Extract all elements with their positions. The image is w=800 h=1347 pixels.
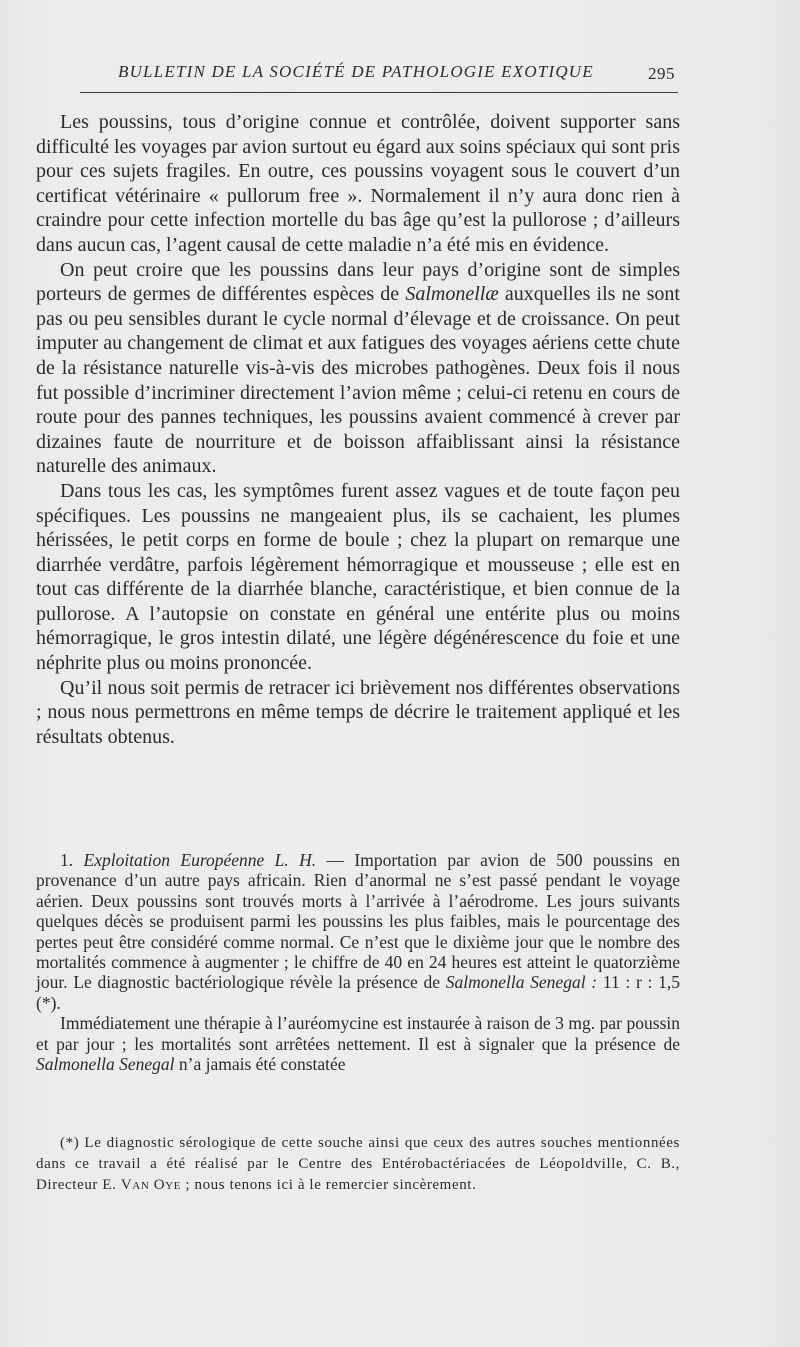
main-text <box>36 110 680 749</box>
paragraph-2-part-2: auxquelles ils ne sont pas ou peu sensibles durant le cycle normal d’élevage et de croissance. On peut imputer au changement de climat et aux fatigues des voyages aériens cette chute de la résistance naturelle vis-à-vis des microbes pathogènes. Deux fois il nous fut possible d’incriminer directement l’avion même ; celui-ci retenu en cours de route pour des pannes techniques, les poussins avaient commencé à crever par dizaines faute de nourriture et de boisson affaiblissant ainsi la résistance naturelle des animaux. <box>36 283 680 478</box>
case-observations <box>36 850 680 1074</box>
header-rule <box>80 92 678 93</box>
case-1-number: 1. <box>60 850 74 870</box>
running-header: BULLETIN DE LA SOCIÉTÉ DE PATHOLOGIE EXOTIQUE <box>118 62 594 81</box>
case-1-species: Salmonella Senegal : <box>445 972 598 993</box>
footnote-text-1: Le diagnostic sérologique de cette souche ainsi que ceux des autres souches mentionnées dans ce travail a été réalisé par le Centre des Entérobactériacées de Léopoldville, C. B., Directeur E. <box>36 1135 680 1193</box>
case-1-paragraph <box>36 850 680 1013</box>
case-1-dash: — <box>316 850 355 870</box>
paragraph-1: Les poussins, tous d’origine connue et contrôlée, doivent supporter sans difficulté les voyages par avion surtout eu égard aux soins spéciaux qui sont pris pour ces sujets fragiles. En outre, ces poussins voyagent sous le couvert d’un certificat vétérinaire « pullorum free ». Normalement il n’y aura donc rien à craindre pour cette infection mortelle du bas âge qu’est la pullorose ; d’ailleurs dans aucun cas, l’agent causal de cette maladie n’a été mis en évidence. <box>36 111 680 256</box>
footnote <box>36 1133 680 1196</box>
case-1-treatment-part-1: Immédiatement une thérapie à l’auréomycine est instaurée à raison de 3 mg. par poussin et par jour ; les mortalités sont arrêtées nettement. Il est à signaler que la présence de <box>36 1013 680 1054</box>
footnote-mark: (*) <box>60 1135 80 1151</box>
case-1-formula: 11 : r : 1,5 (*). <box>36 972 681 1013</box>
footnote-text-2: ; nous tenons ici à le remercier sincèrement. <box>181 1177 477 1193</box>
paragraph-2 <box>36 258 680 479</box>
footnote-director-name: Van Oye <box>120 1177 182 1193</box>
salmonellae-term: Salmonellæ <box>405 283 499 306</box>
page-number: 295 <box>648 64 675 83</box>
footnote-paragraph <box>36 1133 680 1196</box>
case-1-treatment-species: Salmonella Senegal <box>36 1054 175 1075</box>
case-1-treatment-part-2: n’a jamais été constatée <box>174 1054 346 1075</box>
paragraph-3: Dans tous les cas, les symptômes furent assez vagues et de toute façon peu spécifiques. Les poussins ne mangeaient plus, ils se cachaient, les plumes hérissées, le petit corps en forme de boule ; chez la plupart on remarque une diarrhée verdâtre, parfois légèrement hémorragique et mousseuse ; elle est en tout cas différente de la diarrhée blanche, caractéristique, et bien connue de la pullorose. A l’autopsie on constate en général une entérite plus ou moins hémorragique, le gros intestin dilaté, une légère dégénérescence du foie et une néphrite plus ou moins prononcée. <box>36 479 680 675</box>
case-1-title: Exploitation Européenne L. H. <box>83 850 317 870</box>
case-1-text: Importation par avion de 500 poussins en provenance d’un autre pays africain. Rien d’anormal ne s’est passé pendant le voyage aérien. Deux poussins sont trouvés morts à l’arrivée à l’aérodrome. Les jours suivants quelques décès se produisent parmi les poussins les plus faibles, mais le pourcentage des pertes peut être considéré comme normal. Ce n’est que le dixième jour que le nombre des mortalités commence à augmenter ; le chiffre de 40 en 24 heures est atteint le quatorzième jour. Le diagnostic bactériologique révèle la présence de <box>36 850 680 993</box>
paragraph-2-part-1: On peut croire que les poussins dans leur pays d’origine sont de simples porteurs de germes de différentes espèces de <box>36 258 680 306</box>
case-1-treatment <box>36 1013 680 1074</box>
paragraph-4: Qu’il nous soit permis de retracer ici brièvement nos différentes observations ; nous nous permettrons en même temps de décrire le traitement appliqué et les résultats obtenus. <box>36 676 680 748</box>
